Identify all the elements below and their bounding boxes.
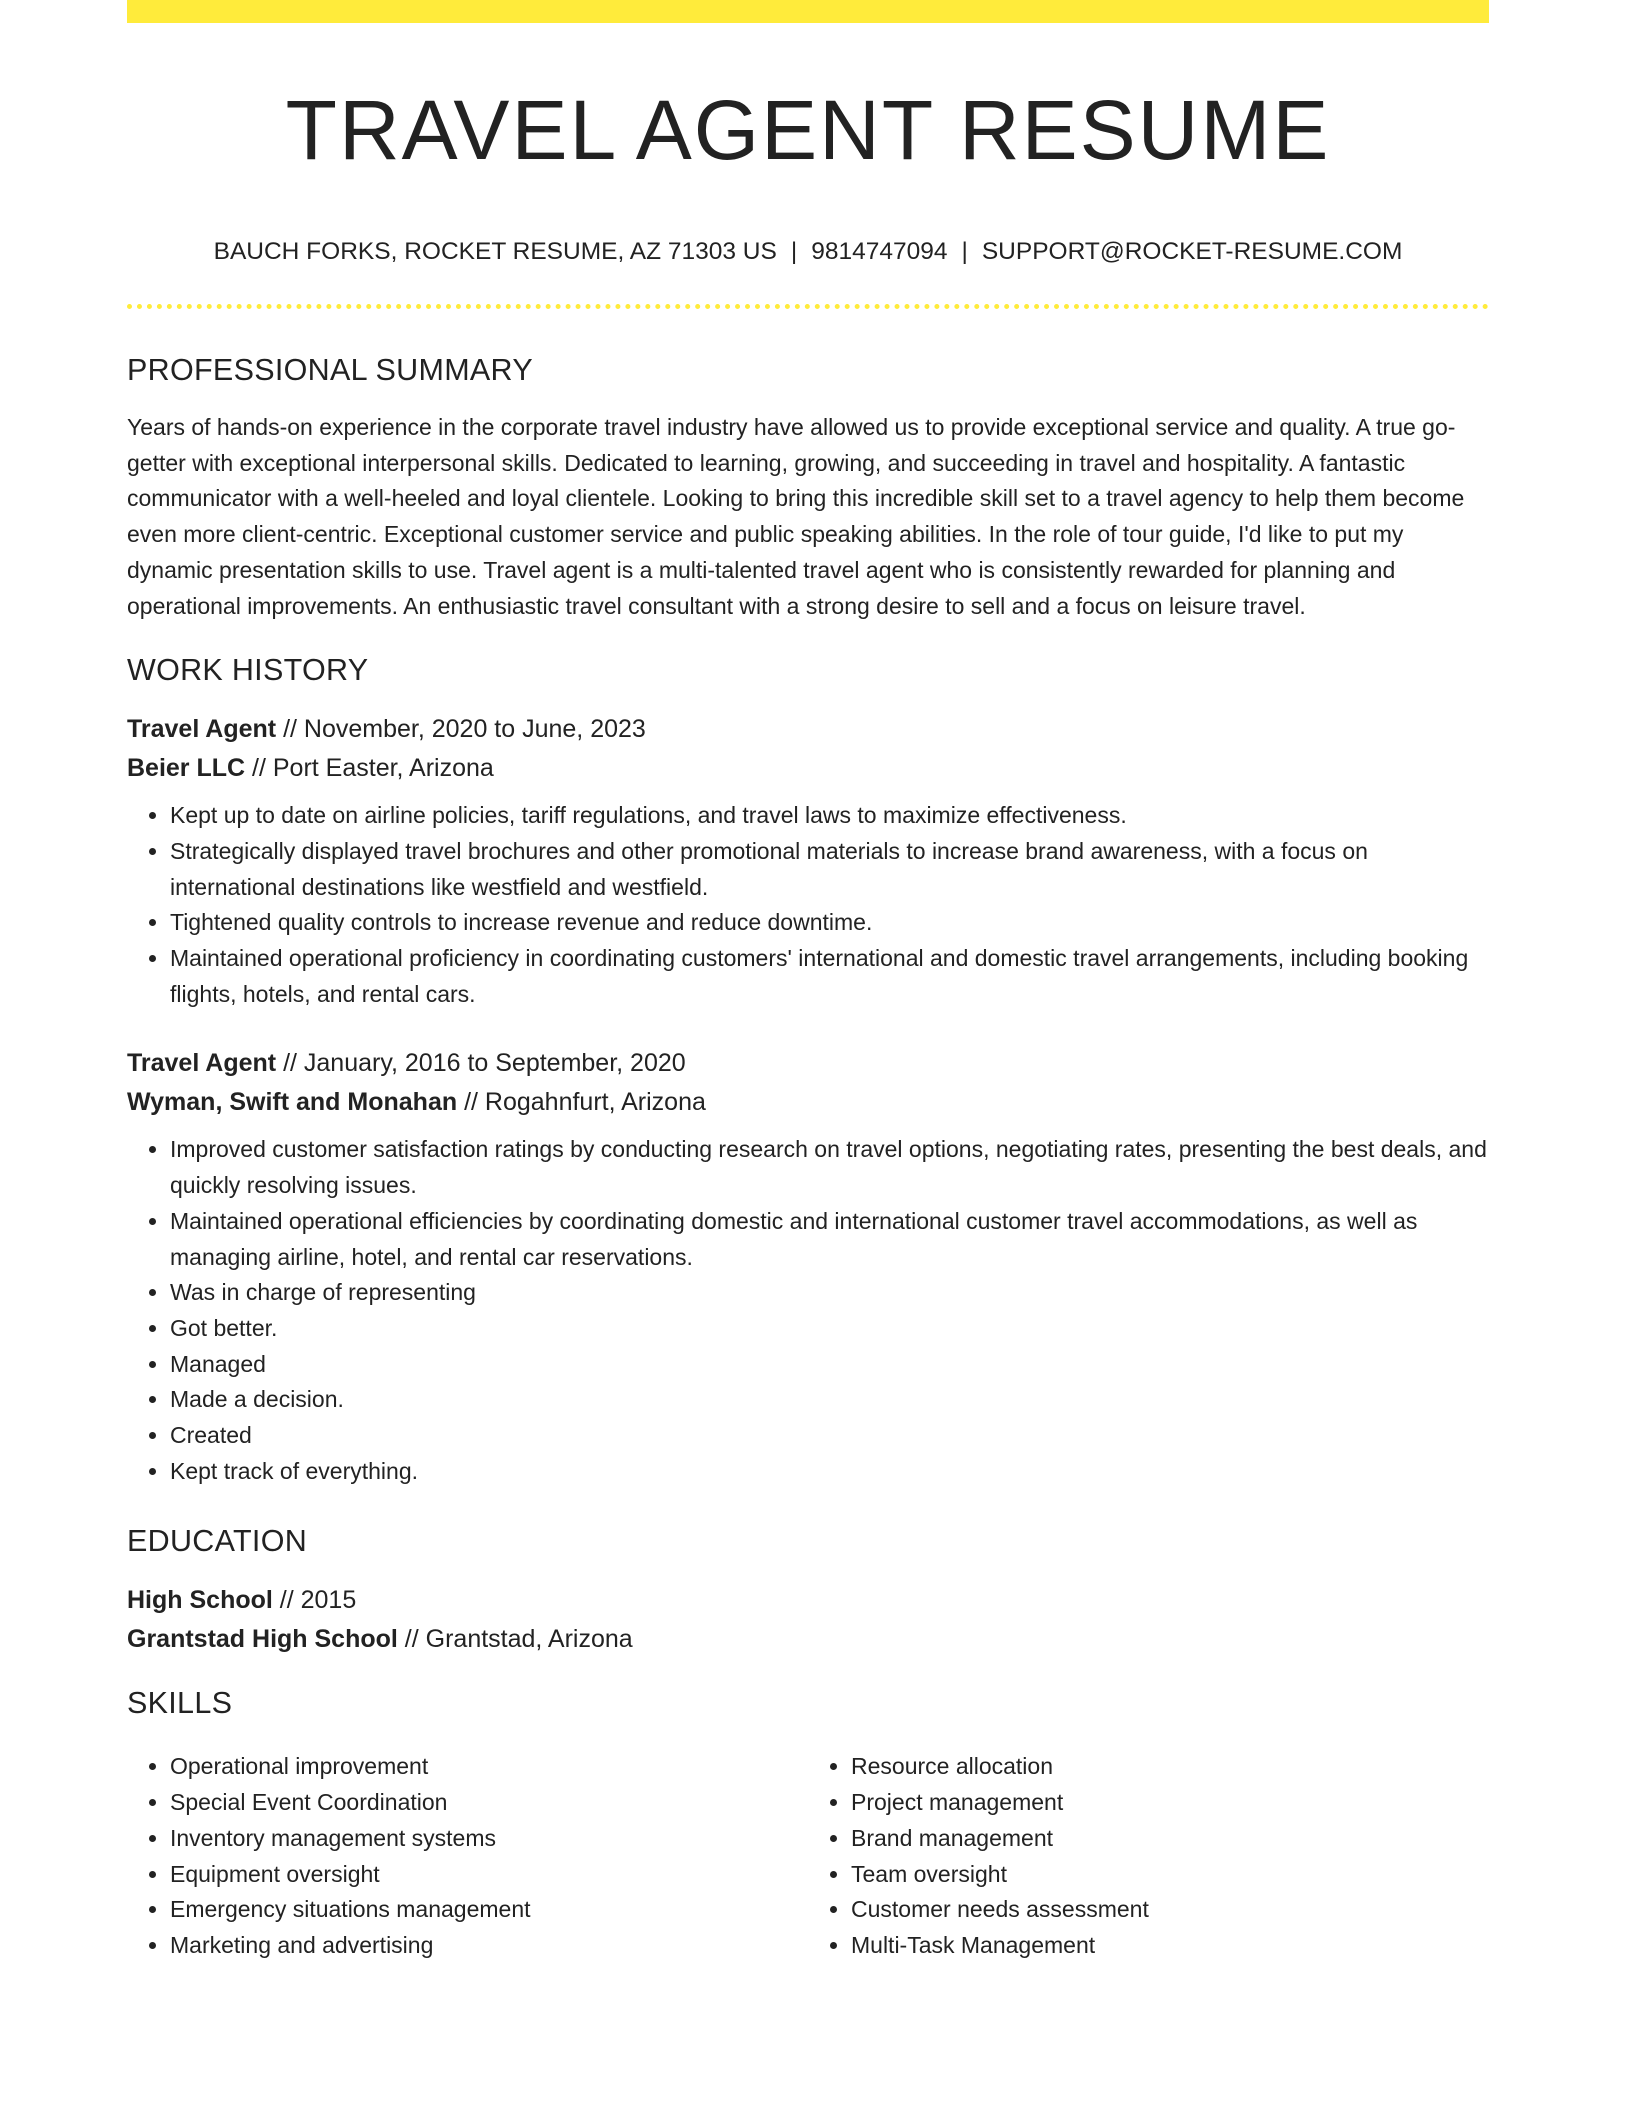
summary-text: Years of hands-on experience in the corporate travel industry have allowed us to provide exceptional service and quality. A true go-getter with exceptional interpersonal skills. Dedicated to learning, growing, and succeeding in travel and hospitality. A fantastic communicator with a well-heeled and loyal clientele. Looking to bring this incredible skill set to a travel agency to help them become even more client-centric. Exceptional customer service and public speaking abilities. In the role of tour guide, I'd like to put my dynamic presentation skills to use. Travel agent is a multi-talented travel agent who is consistently rewarded for planning and operational improvements. An enthusiastic travel consultant with a strong desire to sell and a focus on leisure travel. [127, 414, 1465, 619]
job-title-line [127, 710, 1489, 749]
job-bullet: • Tightened quality controls to increase revenue and reduce downtime. [170, 905, 1489, 941]
skill-item: • Customer needs assessment [851, 1892, 1489, 1928]
skill-item: • Brand management [851, 1821, 1489, 1857]
skill-item: • Marketing and advertising [170, 1928, 808, 1964]
skill-item: • Equipment oversight [170, 1857, 808, 1893]
education-school-line [127, 1620, 1489, 1659]
job-bullet: • Improved customer satisfaction ratings by conducting research on travel options, negotiating rates, presenting the best deals, and quickly resolving issues. [170, 1132, 1489, 1203]
job-company: Beier LLC [127, 754, 246, 783]
job-entry [127, 710, 1489, 1012]
job-dates: // January, 2016 to September, 2020 [276, 1049, 686, 1078]
work-history-heading: WORK HISTORY [127, 653, 369, 688]
skill-item: • Team oversight [851, 1857, 1489, 1893]
job-location: // Rogahnfurt, Arizona [457, 1088, 706, 1117]
job-bullet: • Kept track of everything. [170, 1454, 1489, 1490]
skills-left-list [127, 1749, 808, 1963]
contact-separator: | [790, 238, 798, 265]
education-heading: EDUCATION [127, 1524, 308, 1559]
contact-line [127, 236, 1489, 268]
job-bullet: • Got better. [170, 1311, 1489, 1347]
job-company-line [127, 749, 1489, 788]
contact-address: BAUCH FORKS, ROCKET RESUME, AZ 71303 US [213, 238, 777, 265]
job-bullets [127, 798, 1489, 1012]
job-title-line [127, 1044, 1489, 1083]
job-entry [127, 1044, 1489, 1489]
education-year: // 2015 [272, 1586, 357, 1615]
job-bullet: • Created [170, 1418, 1489, 1454]
job-bullets [127, 1132, 1489, 1489]
resume-title: TRAVEL AGENT RESUME [285, 83, 1331, 177]
job-bullet: • Managed [170, 1347, 1489, 1383]
job-company-line [127, 1083, 1489, 1122]
contact-email: SUPPORT@ROCKET-RESUME.COM [981, 238, 1403, 265]
skill-item: • Inventory management systems [170, 1821, 808, 1857]
job-company: Wyman, Swift and Monahan [127, 1088, 458, 1117]
job-bullet: • Maintained operational proficiency in coordinating customers' international and domestic travel arrangements, including booking flights, hotels, and rental cars. [170, 941, 1489, 1012]
dotted-divider [127, 304, 1489, 309]
skill-item: • Project management [851, 1785, 1489, 1821]
job-dates: // November, 2020 to June, 2023 [276, 715, 646, 744]
skill-item: • Operational improvement [170, 1749, 808, 1785]
education-degree-line [127, 1581, 1489, 1620]
skills-columns [127, 1743, 1489, 1963]
education-school: Grantstad High School [127, 1625, 398, 1654]
skill-item: • Multi-Task Management [851, 1928, 1489, 1964]
job-bullet: • Strategically displayed travel brochures and other promotional materials to increase brand awareness, with a focus on international destinations like westfield and westfield. [170, 834, 1489, 905]
job-bullet: • Maintained operational efficiencies by coordinating domestic and international customer travel accommodations, as well as managing airline, hotel, and rental car reservations. [170, 1204, 1489, 1275]
skills-heading: SKILLS [127, 1686, 233, 1721]
job-title: Travel Agent [127, 715, 277, 744]
education-degree: High School [127, 1586, 273, 1615]
job-bullet: • Made a decision. [170, 1382, 1489, 1418]
job-title: Travel Agent [127, 1049, 277, 1078]
education-entry [127, 1581, 1489, 1659]
resume-content [127, 350, 1489, 1964]
skills-right-list [808, 1749, 1489, 1963]
contact-separator: | [961, 238, 968, 265]
job-bullet: • Was in charge of representing [170, 1275, 1489, 1311]
summary-heading: PROFESSIONAL SUMMARY [127, 353, 533, 387]
contact-phone: 9814747094 [811, 238, 948, 265]
job-bullet: • Kept up to date on airline policies, tariff regulations, and travel laws to maximize effectiveness. [170, 798, 1489, 834]
job-location: // Port Easter, Arizona [245, 754, 494, 783]
accent-top-bar [127, 0, 1489, 23]
skill-item: • Special Event Coordination [170, 1785, 808, 1821]
skill-item: • Resource allocation [851, 1749, 1489, 1785]
skill-item: • Emergency situations management [170, 1892, 808, 1928]
education-location: // Grantstad, Arizona [397, 1625, 633, 1654]
